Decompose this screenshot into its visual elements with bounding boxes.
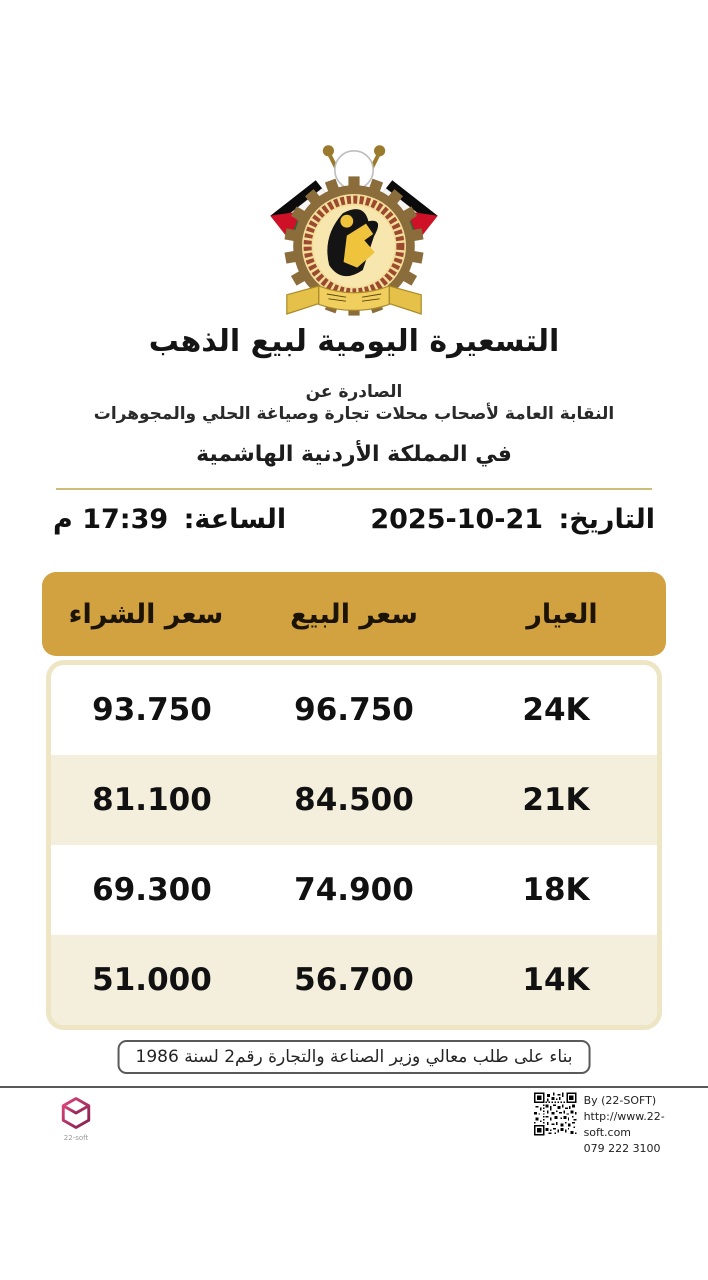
time-value: 17:39 م: [53, 504, 169, 535]
date-label: التاريخ:: [558, 504, 655, 535]
price-table-body: [46, 660, 662, 1030]
qr-code-icon: [534, 1092, 577, 1136]
footer-divider: [0, 1086, 708, 1088]
sell-price-cell: 56.700: [294, 962, 414, 998]
issuer-name: النقابة العامة لأصحاب محلات تجارة وصياغة الحلي والمجوهرات: [93, 404, 615, 424]
sell-price-cell: 96.750: [294, 692, 414, 728]
buy-price-cell: 93.750: [92, 692, 212, 728]
price-table-header: [42, 572, 666, 656]
credit-by: By (22-SOFT): [583, 1094, 657, 1107]
table-row: [51, 755, 657, 845]
buy-price-cell: 51.000: [92, 962, 212, 998]
issued-by-label: الصادرة عن: [305, 382, 403, 402]
time-field: [50, 504, 289, 535]
syndicate-logo-graphic: [264, 138, 444, 330]
datetime-row: [50, 504, 658, 535]
table-row: [51, 845, 657, 935]
date-value: 21-10-2025: [370, 504, 544, 535]
column-header-karat: العيار: [526, 598, 598, 630]
karat-cell: 24K: [522, 692, 590, 728]
cube-icon: [59, 1096, 93, 1130]
time-label: الساعة:: [183, 504, 287, 535]
country-line: في المملكة الأردنية الهاشمية: [196, 442, 512, 467]
sell-price-cell: 84.500: [294, 782, 414, 818]
table-row: [51, 935, 657, 1025]
buy-price-cell: 69.300: [92, 872, 212, 908]
date-field: [367, 504, 658, 535]
buy-price-cell: 81.100: [92, 782, 212, 818]
cube-logo-caption: 22-soft: [63, 1134, 89, 1142]
credits-block: [534, 1092, 708, 1157]
page-title: التسعيرة اليومية لبيع الذهب: [148, 324, 560, 359]
vendor-cube-logo: [54, 1096, 98, 1142]
credit-url: http://www.22-soft.com: [583, 1109, 665, 1139]
credit-lines: [584, 1092, 708, 1157]
column-header-buy: سعر الشراء: [68, 598, 224, 630]
karat-cell: 14K: [522, 962, 590, 998]
karat-cell: 18K: [522, 872, 590, 908]
legal-note: بناء على طلب معالي وزير الصناعة والتجارة رقم2 لسنة 1986: [118, 1040, 591, 1074]
sell-price-cell: 74.900: [294, 872, 414, 908]
syndicate-logo: [264, 138, 444, 330]
column-header-sell: سعر البيع: [290, 598, 418, 630]
karat-cell: 21K: [522, 782, 590, 818]
gold-divider: [56, 488, 652, 490]
table-row: [51, 665, 657, 755]
credit-phone: 079 222 3100: [583, 1141, 661, 1155]
